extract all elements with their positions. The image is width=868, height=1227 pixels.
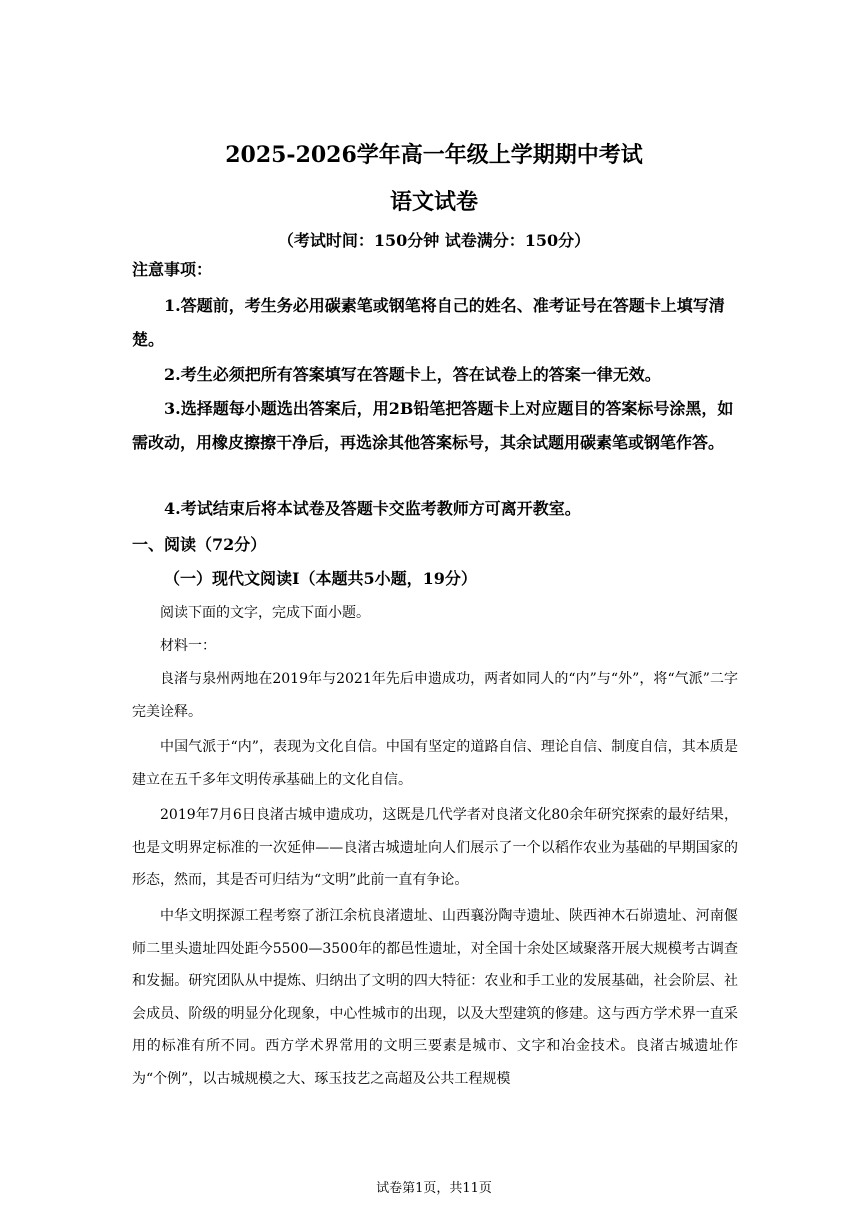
notice-item-3: 3.选择题每小题选出答案后，用2B铅笔把答题卡上对应题目的答案标号涂黑，如需改动，用橡皮擦擦干净后，再选涂其他答案标号，其余试题用碳素笔或钢笔作答。 xyxy=(132,399,734,452)
exam-title: 2025-2026学年高一年级上学期期中考试 xyxy=(225,142,643,168)
reading-instruction: 阅读下面的文字，完成下面小题。 xyxy=(160,605,370,621)
paragraph-3: 2019年7月6日良渚古城申遗成功，这既是几代学者对良渚文化80余年研究探索的最好结果，也是文明界定标准的一次延伸——良渚古城遗址向人们展示了一个以稻作农业为基础的早期国家的形态，然而，其是否可归结为“文明”此前一直有争论。 xyxy=(132,807,738,888)
page-footer: 试卷第1页，共11页 xyxy=(376,1181,492,1196)
exam-info: （考试时间：150分钟 试卷满分：150分） xyxy=(277,231,591,250)
paragraph-4: 中华文明探源工程考察了浙江余杭良渚遗址、山西襄汾陶寺遗址、陕西神木石峁遗址、河南偃师二里头遗址四处距今5500—3500年的都邑性遗址，对全国十余处区域聚落开展大规模考古调查和发掘。研究团队从中提炼、归纳出了文明的四大特征：农业和手工业的发展基础，社会阶层、社会成员、阶级的明显分化现象，中心性城市的出现，以及大型建筑的修建。这与西方学术界一直采用的标准有所不同。西方学术界常用的文明三要素是城市、文字和冶金技术。良渚古城遗址作为“个例”，以古城规模之大、琢玉技艺之高超及公共工程规模 xyxy=(132,908,738,1087)
notice-item-2: 2.考生必须把所有答案填写在答题卡上，答在试卷上的答案一律无效。 xyxy=(164,365,661,384)
notice-item-4: 4.考试结束后将本试卷及答题卡交监考教师方可离开教室。 xyxy=(164,499,581,518)
paragraph-2: 中国气派于“内”，表现为文化自信。中国有坚定的道路自信、理论自信、制度自信，其本质是建立在五千多年文明传承基础上的文化自信。 xyxy=(132,739,738,788)
notice-item-1: 1.答题前，考生务必用碳素笔或钢笔将自己的姓名、准考证号在答题卡上填写清楚。 xyxy=(132,296,725,349)
section-subheading: （一）现代文阅读I（本题共5小题，19分） xyxy=(164,569,477,588)
section-heading: 一、阅读（72分） xyxy=(132,535,267,554)
exam-subtitle: 语文试卷 xyxy=(389,189,478,215)
paragraph-1: 良渚与泉州两地在2019年与2021年先后申遗成功，两者如同人的“内”与“外”，将“气派”二字完美诠释。 xyxy=(132,671,738,720)
notice-heading: 注意事项： xyxy=(132,260,213,279)
material-label: 材料一： xyxy=(160,638,216,654)
